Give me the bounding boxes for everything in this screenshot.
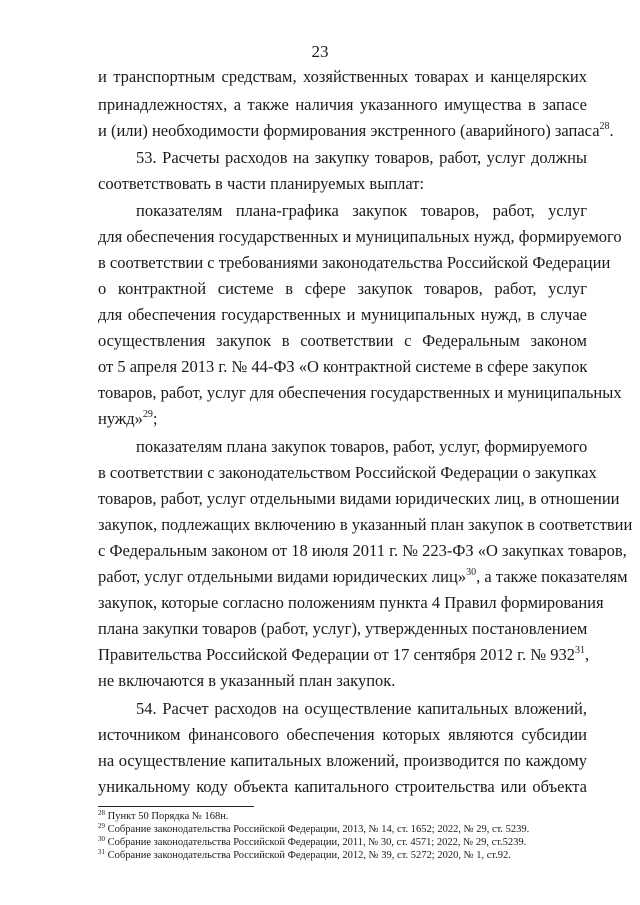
text-line	[98, 567, 628, 587]
footnote-number: 29	[98, 822, 105, 830]
footnote-ref: 28	[599, 121, 610, 132]
paragraph-53-start: 53. Расчеты расходов на закупку товаров, работ, услуг должны	[136, 148, 587, 167]
text-line: закупок, которые согласно положениям пункта 4 Правил формирования	[98, 593, 604, 612]
footnote-text: Пункт 50 Порядка № 168н.	[107, 811, 229, 822]
text-line: принадлежностях, а также наличия указанного имущества в запасе	[98, 95, 587, 114]
text-line	[98, 645, 590, 665]
text-fragment: .	[609, 121, 614, 140]
text-line: товаров, работ, услуг для обеспечения государственных и муниципальных	[98, 383, 622, 402]
footnote-number: 30	[98, 835, 105, 843]
footnote-divider	[98, 806, 254, 807]
text-line	[98, 121, 614, 141]
text-line: источником финансового обеспечения которых являются субсидии	[98, 725, 587, 744]
text-line: соответствовать в части планируемых выплат:	[98, 174, 425, 193]
text-line: и транспортным средствам, хозяйственных товарах и канцелярских	[98, 67, 587, 86]
paragraph-54-start: 54. Расчет расходов на осуществление капитальных вложений,	[136, 699, 587, 718]
footnote-text: Собрание законодательства Российской Федерации, 2012, № 39, ст. 5272; 2020, № 1, ст.92.	[107, 850, 511, 861]
text-line: в соответствии с законодательством Российской Федерации о закупках	[98, 463, 597, 482]
text-line: для обеспечения государственных и муниципальных нужд, формируемого	[98, 227, 622, 246]
text-line: в соответствии с требованиями законодательства Российской Федерации	[98, 253, 611, 272]
footnote-ref: 30	[466, 567, 477, 578]
footnote-ref: 31	[574, 645, 585, 656]
text-line: показателям плана закупок товаров, работ, услуг, формируемого	[136, 437, 588, 456]
text-fragment: , а также показателям	[476, 567, 628, 586]
text-line: товаров, работ, услуг отдельными видами юридических лиц, в отношении	[98, 489, 620, 508]
text-line: осуществления закупок в соответствии с Федеральным законом	[98, 331, 587, 350]
text-line: плана закупки товаров (работ, услуг), утвержденных постановлением	[98, 619, 588, 638]
page-number: 23	[311, 42, 329, 61]
text-line: для обеспечения государственных и муниципальных нужд, в случае	[98, 305, 587, 324]
footnote-30	[98, 837, 526, 849]
text-fragment: и (или) необходимости формирования экстренного (аварийного) запаса	[98, 121, 600, 140]
footnote-28	[98, 811, 229, 823]
text-fragment: Правительства Российской Федерации от 17 сентября 2012 г. № 932	[98, 645, 575, 664]
text-line: о контрактной системе в сфере закупок товаров, работ, услуг	[98, 279, 587, 298]
text-fragment: ,	[584, 645, 590, 664]
text-line: с Федеральным законом от 18 июля 2011 г. № 223-ФЗ «О закупках товаров,	[98, 541, 627, 560]
footnote-31	[98, 850, 511, 862]
text-line: от 5 апреля 2013 г. № 44-ФЗ «О контрактной системе в сфере закупок	[98, 357, 588, 376]
text-line: не включаются в указанный план закупок.	[98, 671, 396, 690]
footnote-number: 28	[98, 809, 105, 817]
text-line: закупок, подлежащих включению в указанный план закупок в соответствии	[98, 515, 633, 534]
text-line: уникальному коду объекта капитального строительства или объекта	[98, 777, 587, 796]
text-line	[98, 409, 587, 429]
text-fragment: работ, услуг отдельными видами юридических лиц»	[98, 567, 467, 586]
footnote-text: Собрание законодательства Российской Федерации, 2011, № 30, ст. 4571; 2022, № 29, ст.5239.	[107, 837, 527, 848]
footnote-ref: 29	[142, 409, 153, 420]
text-fragment: ;	[152, 409, 158, 428]
text-fragment: нужд»	[98, 409, 143, 428]
footnote-29	[98, 824, 529, 836]
footnote-text: Собрание законодательства Российской Федерации, 2013, № 14, ст. 1652; 2022, № 29, ст. 5239.	[107, 824, 530, 835]
text-line: на осуществление капитальных вложений, производится по каждому	[98, 751, 587, 770]
text-line: показателям плана-графика закупок товаров, работ, услуг	[136, 201, 587, 220]
footnote-number: 31	[98, 848, 105, 856]
